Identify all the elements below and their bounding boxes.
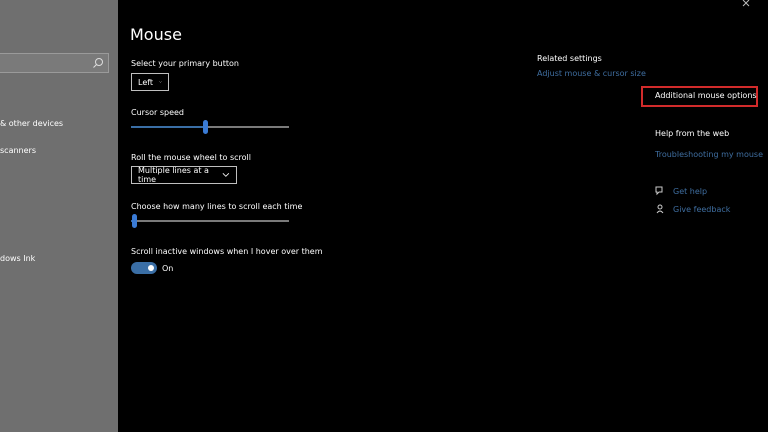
scroll-mode-value: Multiple lines at a time (138, 166, 209, 184)
related-settings-heading: Related settings (537, 54, 602, 63)
scroll-lines-slider[interactable] (131, 220, 289, 222)
get-help-row[interactable] (655, 186, 707, 196)
adjust-cursor-size-link[interactable]: Adjust mouse & cursor size (537, 69, 646, 78)
help-web-heading: Help from the web (655, 129, 730, 138)
cursor-speed-thumb[interactable] (203, 120, 208, 134)
chevron-down-icon (159, 79, 162, 85)
scroll-mode-dropdown[interactable] (131, 166, 237, 184)
give-feedback-label: Give feedback (673, 204, 731, 214)
inactive-scroll-toggle[interactable] (131, 262, 157, 274)
scroll-mode-label: Roll the mouse wheel to scroll (131, 153, 251, 162)
primary-button-dropdown[interactable] (131, 73, 169, 91)
feedback-icon (655, 204, 665, 214)
inactive-scroll-label: Scroll inactive windows when I hover over them (131, 247, 323, 256)
sidebar-item-bluetooth-devices[interactable]: & other devices (0, 119, 64, 128)
get-help-label: Get help (673, 186, 708, 196)
sidebar-item-printers-scanners[interactable]: scanners (0, 146, 36, 155)
search-input[interactable] (0, 53, 109, 73)
additional-mouse-options-link[interactable]: Additional mouse options (655, 91, 757, 100)
scroll-lines-label: Choose how many lines to scroll each time (131, 202, 303, 211)
cursor-speed-label: Cursor speed (131, 108, 185, 117)
primary-button-value: Left (138, 77, 154, 87)
scroll-lines-thumb[interactable] (132, 214, 137, 228)
page-title: Mouse (130, 25, 182, 44)
cursor-speed-slider[interactable] (131, 126, 289, 128)
chat-icon (655, 186, 665, 196)
main-panel (118, 0, 768, 432)
chevron-down-icon (222, 172, 230, 178)
inactive-scroll-state: On (162, 264, 174, 273)
primary-button-label: Select your primary button (131, 59, 239, 68)
search-icon (92, 57, 104, 69)
troubleshooting-link[interactable]: Troubleshooting my mouse (655, 150, 764, 159)
cursor-speed-fill (131, 126, 205, 128)
toggle-knob (148, 265, 154, 271)
sidebar-item-pen-windows-ink[interactable]: dows Ink (0, 254, 36, 263)
give-feedback-row[interactable] (655, 204, 730, 214)
settings-sidebar (0, 0, 118, 432)
